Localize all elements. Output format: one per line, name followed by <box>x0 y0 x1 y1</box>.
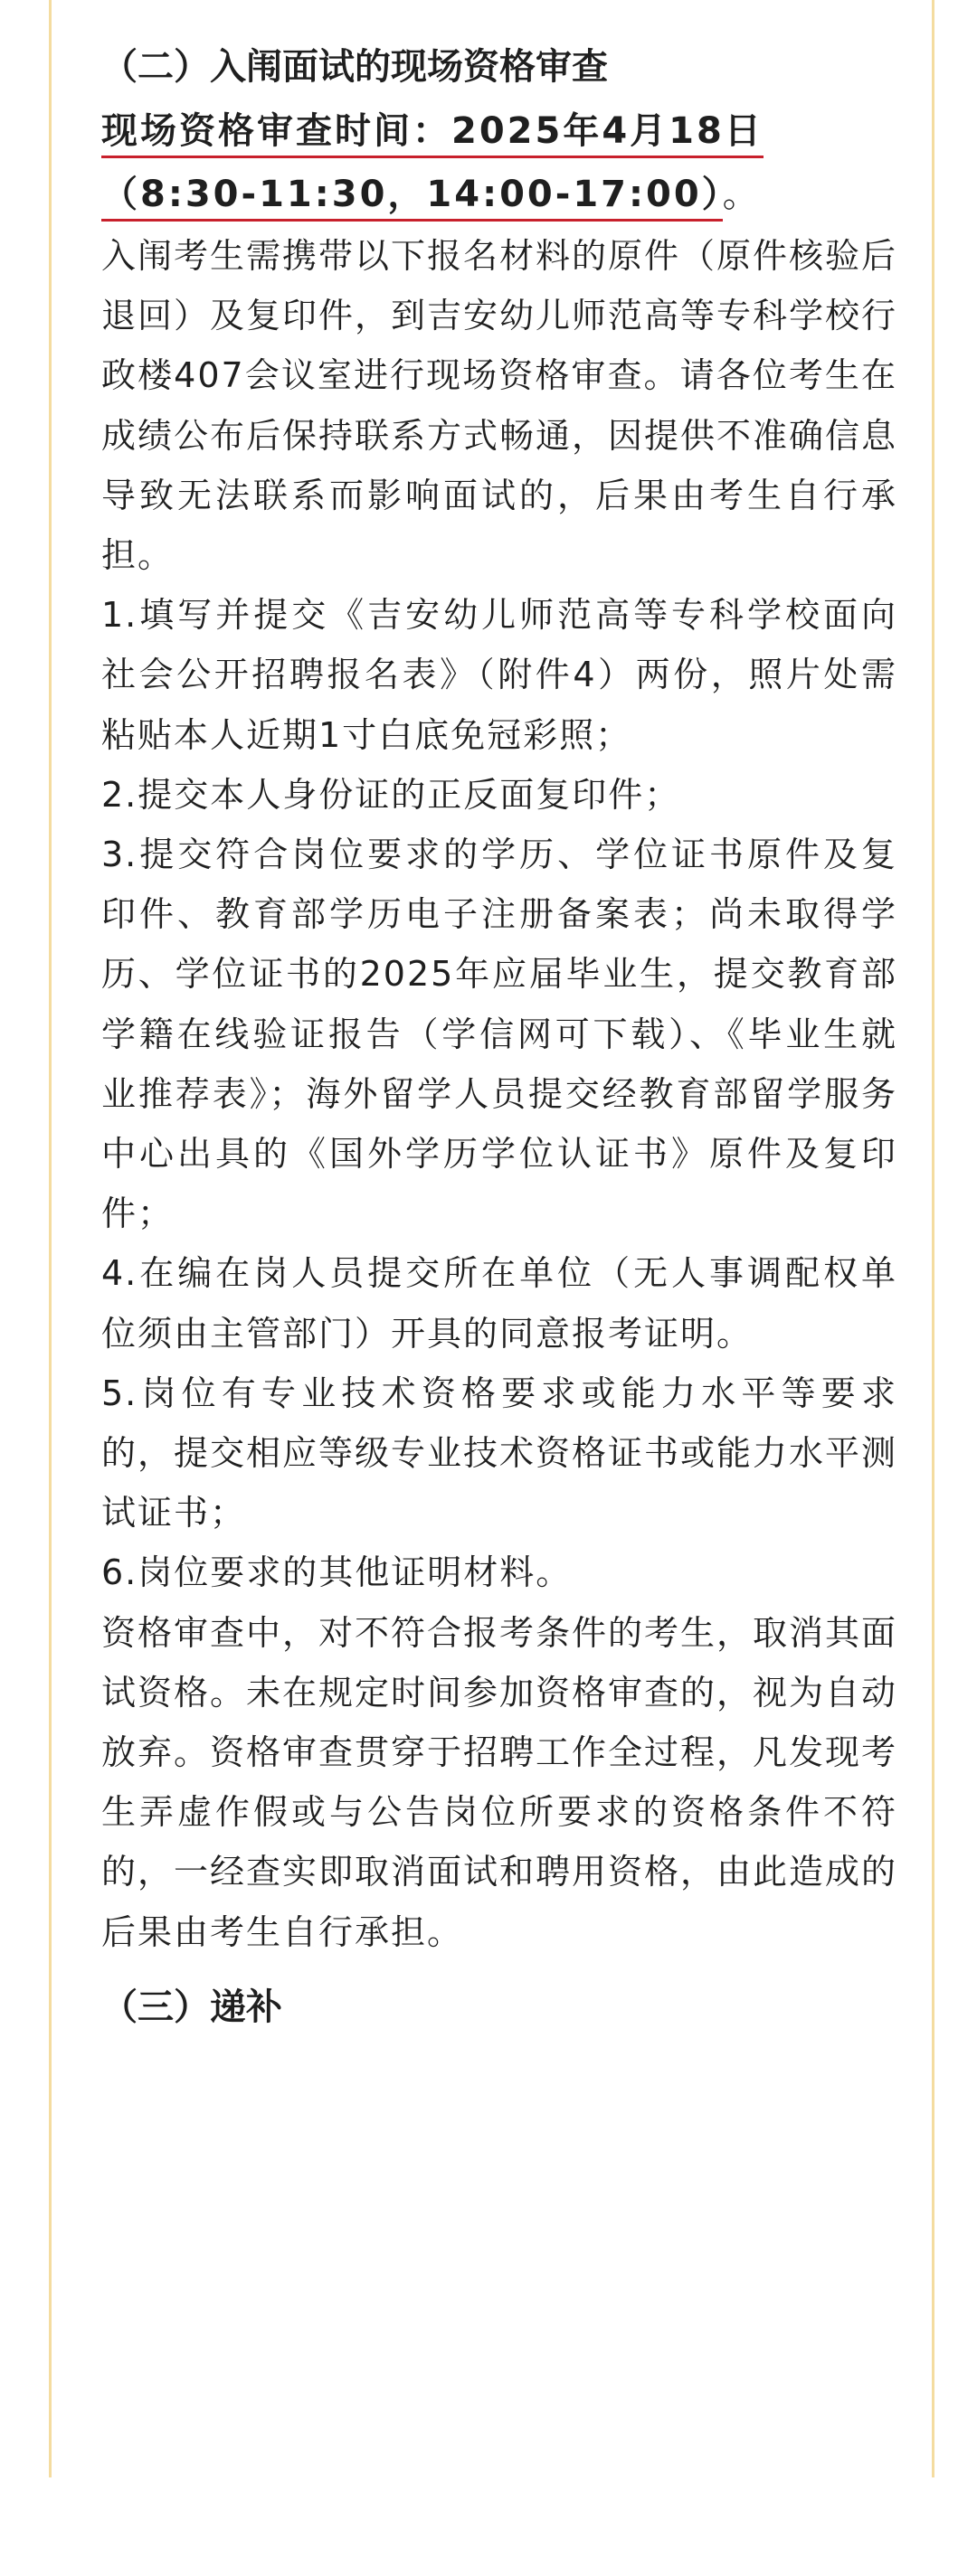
review-time-block <box>101 99 897 226</box>
frame-left-border <box>49 0 52 2477</box>
list-item-3: 3.提交符合岗位要求的学历、学位证书原件及复印件、教育部学历电子注册备案表；尚未取得学历、学位证书的2025年应届毕业生，提交教育部学籍在线验证报告（学信网可下载）、《毕业生就业推荐表》；海外留学人员提交经教育部留学服务中心出具的《国外学历学位认证书》原件及复印件； <box>101 835 897 1234</box>
review-time-line-2 <box>101 163 897 226</box>
review-time-line-1 <box>101 99 897 163</box>
paragraph-review-rules: 资格审查中，对不符合报考条件的考生，取消其面试资格。未在规定时间参加资格审查的，视为自动放弃。资格审查贯穿于招聘工作全过程，凡发现考生弄虚作假或与公告岗位所要求的资格条件不符的，一经查实即取消面试和聘用资格，由此造成的后果由考生自行承担。 <box>101 1612 898 1952</box>
list-item-6: 6.岗位要求的其他证明材料。 <box>101 1552 573 1593</box>
review-time-date: 现场资格审查时间：2025年4月18日 <box>101 110 764 158</box>
paragraph-intro: 入闱考生需携带以下报名材料的原件（原件核验后退回）及复印件，到吉安幼儿师范高等专科学校行政楼407会议室进行现场资格审查。请各位考生在成绩公布后保持联系方式畅通，因提供不准确信息导致无法联系而影响面试的，后果由考生自行承担。 <box>101 236 898 576</box>
frame-right-border <box>932 0 934 2477</box>
list-item-2: 2.提交本人身份证的正反面复印件； <box>101 774 681 815</box>
review-time-hours: （8:30-11:30，14:00-17:00） <box>101 174 723 222</box>
article-content <box>101 34 897 2040</box>
section-2-heading: （二）入闱面试的现场资格审查 <box>101 46 608 88</box>
list-item-4: 4.在编在岗人员提交所在单位（无人事调配权单位须由主管部门）开具的同意报考证明。 <box>101 1253 897 1354</box>
section-3-heading: （三）递补 <box>101 1986 282 2028</box>
list-item-5: 5.岗位有专业技术资格要求或能力水平等要求的，提交相应等级专业技术资格证书或能力水平测试证书； <box>101 1373 898 1533</box>
list-item-1: 1.填写并提交《吉安幼儿师范高等专科学校面向社会公开招聘报名表》（附件4）两份，照片处需粘贴本人近期1寸白底免冠彩照； <box>101 595 897 755</box>
review-time-tail: 。 <box>722 174 762 215</box>
